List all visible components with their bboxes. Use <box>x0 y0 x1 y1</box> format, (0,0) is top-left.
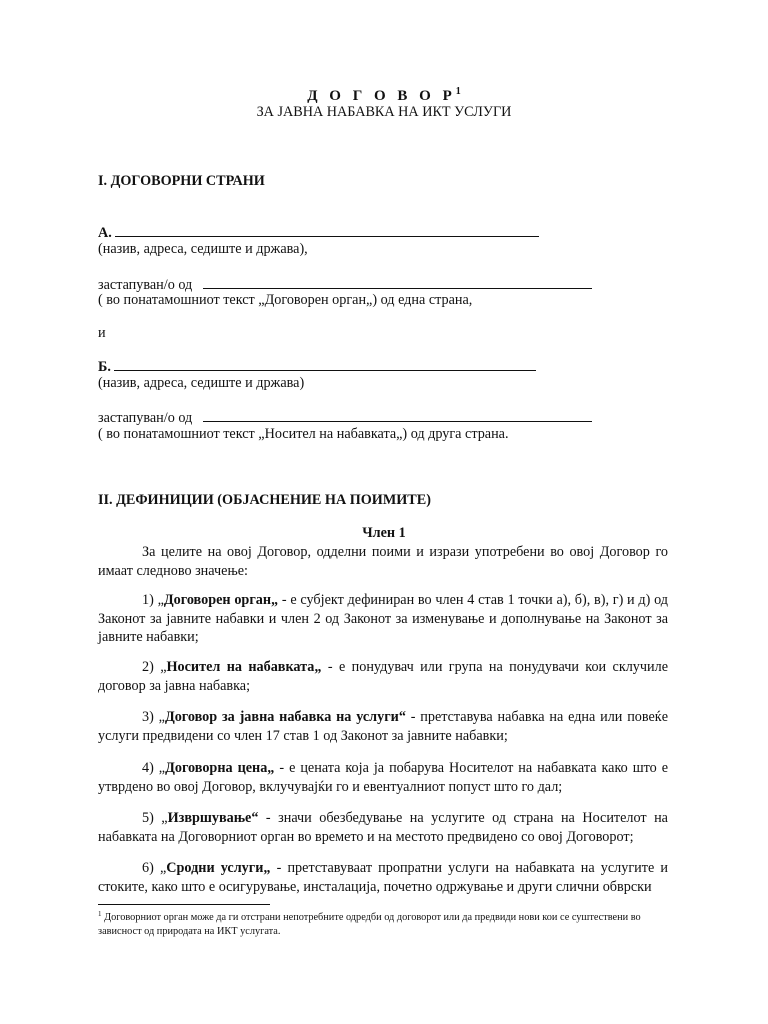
rep-b-line <box>98 409 592 427</box>
def-number: 4) „ <box>142 760 166 776</box>
rep-a-note: ( во понатамошниот текст „Договорен орган„) од една страна, <box>98 292 473 308</box>
section-heading-parties: I. ДОГОВОРНИ СТРАНИ <box>98 173 265 189</box>
document-subtitle: ЗА ЈАВНА НАБАВКА НА ИКТ УСЛУГИ <box>256 104 512 120</box>
def-number: 1) „ <box>142 592 164 608</box>
intro-text: За целите на овој Договор, одделни поими и изрази употребени во овој Договор го имаат следново значење: <box>98 544 668 579</box>
party-a-line <box>98 224 539 242</box>
def-text: - е цената која ја побарува Носителот на набавката како што е утврдено во овој Договор, вклучувајќи го и евентуалниот попуст што го дал; <box>98 760 668 795</box>
footnote-separator <box>98 904 270 905</box>
definition-6 <box>98 859 668 897</box>
def-text: - е субјект дефиниран во член 4 став 1 точки а), б), в), г) и д) од Законот за јавните набавки и член 2 од Законот за изменување и дополнување на Законот за јавните набавки; <box>98 592 668 645</box>
def-text: - значи обезбедување на услугите од страна на Носителот на набавката на Договорниот орган во времето и на местото предвидено со овој Договорот; <box>98 810 668 845</box>
party-a-label: А. <box>98 225 112 241</box>
definition-2 <box>98 658 668 695</box>
def-term: Сродни услуги„ <box>166 860 271 876</box>
rep-b-blank <box>203 409 592 422</box>
section-heading-definitions: II. ДЕФИНИЦИИ (ОБЈАСНЕНИЕ НА ПОИМИТЕ) <box>98 492 431 508</box>
party-b-blank <box>114 358 536 371</box>
def-term: Договорен орган„ <box>163 592 279 608</box>
party-b-note: (назив, адреса, седиште и држава) <box>98 375 305 391</box>
def-number: 2) „ <box>142 659 167 675</box>
footnote-ref: 1 <box>455 86 461 97</box>
def-term: Договорна цена„ <box>165 760 275 776</box>
rep-b-note: ( во понатамошниот текст „Носител на набавката„) од друга страна. <box>98 426 509 442</box>
definition-1 <box>98 591 668 647</box>
footnote-marker: 1 <box>98 910 102 918</box>
def-text: - претставуваат пропратни услуги на набавката на услугите и стоките, како што е осигурување, инсталација, почетно одржување и други слични обврски <box>98 860 668 895</box>
definition-4 <box>98 759 668 796</box>
def-term: Носител на набавката„ <box>166 659 322 675</box>
rep-b-label: застапуван/о од <box>98 410 193 426</box>
def-number: 3) „ <box>142 709 165 725</box>
def-number: 5) „ <box>142 810 168 826</box>
article-heading: Член 1 <box>362 525 406 541</box>
rep-a-blank <box>203 276 592 289</box>
intro-paragraph <box>98 543 668 580</box>
party-b-line <box>98 358 536 376</box>
document-title <box>0 86 768 105</box>
def-term: Договор за јавна набавка на услуги“ <box>164 709 406 725</box>
footnote <box>98 908 668 938</box>
def-number: 6) „ <box>142 860 167 876</box>
party-b-label: Б. <box>98 359 111 375</box>
party-a-note: (назив, адреса, седиште и држава), <box>98 241 308 257</box>
def-text: - претставува набавка на една или повеќе услуги предвидени со член 17 став 1 од Законот за јавните набавки; <box>98 709 668 744</box>
and-text: и <box>98 325 106 341</box>
def-term: Извршување“ <box>167 810 259 826</box>
footnote-text: Договорниот орган може да ги отстрани непотребните одредби од договорот или да предвиди нови кои се суштествени во зависност од природата на ИКТ услугата. <box>98 912 641 937</box>
party-a-blank <box>115 224 539 237</box>
definition-3 <box>98 708 668 745</box>
title-text: Д О Г О В О Р <box>307 88 456 104</box>
definition-5 <box>98 809 668 846</box>
rep-a-label: застапуван/о од <box>98 277 193 293</box>
def-text: - е понудувач или група на понудувачи кои склучиле договор за јавна набавка; <box>98 659 668 694</box>
